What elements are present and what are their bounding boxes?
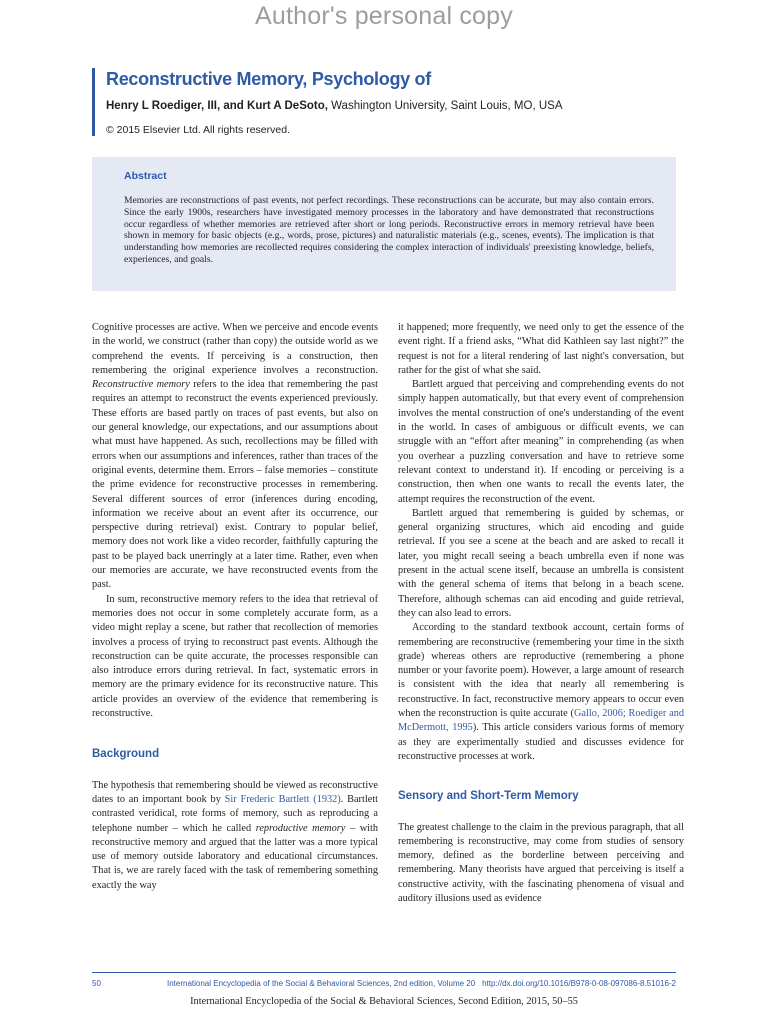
doi-link[interactable]: http://dx.doi.org/10.1016/B978-0-08-097086-8.51016-2 bbox=[482, 979, 676, 988]
bg-text-b: . Bartlett contrasted veridical, rote forms of memory, such as reproducing a telephone number – which he called bbox=[92, 793, 378, 834]
r4-text-b: ). This article considers various forms of memory as they are experimentally studied and discusses evidence for reconstructive processes at work. bbox=[398, 722, 684, 762]
right-paragraph-3: Bartlett argued that remembering is guided by schemas, or general organizing structures, which aid encoding and guide retrieval. If you see a scene at the beach and are asked to recall it later, you might recall seeing a beach umbrella even if none was present in the actual scene itself, because an umbrella is consistent with the general schema of items that belong in a beach scene. Therefore, although schemas can aid encoding and guide retrieval, they can also lead to errors. bbox=[398, 507, 684, 619]
article-title: Reconstructive Memory, Psychology of bbox=[106, 69, 431, 89]
background-heading: Background bbox=[92, 748, 160, 761]
intro-paragraph-2: In sum, reconstructive memory refers to the idea that retrieval of memories does not occur in some completely accurate form, as a video might replay a scene, but rather that recollection of memories involves a process of trying to reconstruct past events. Although the reconstruction can be quite accurate, the processes responsible can also introduce errors during retrieval. In fact, systematic errors in memory are the primary evidence for its reconstructive nature. This article provides an overview of the evidence that remembering is reconstructive. bbox=[92, 593, 378, 720]
author-names: Henry L Roediger, III, and Kurt A DeSoto, bbox=[106, 100, 328, 112]
bartlett-citation-link[interactable]: Sir Frederic Bartlett (1932) bbox=[224, 793, 341, 805]
right-paragraph-1: it happened; more frequently, we need only to get the essence of the event right. If a friend asks, “What did Kathleen say last night?” the request is not for a literal rendering of last night's conversation, but rather for the gist of what she said. bbox=[398, 322, 684, 376]
right-column bbox=[398, 321, 684, 906]
source-reference: International Encyclopedia of the Social & Behavioral Sciences, 2nd edition, Volume 20 bbox=[167, 979, 476, 988]
author-line bbox=[106, 98, 706, 114]
intro-text-b: refers to the idea that remembering the past requires an attempt to reconstruct the events experienced previously. These efforts are based partly on traces of past events, but also on our general knowledge, our expectations, and our assumptions about what must have happened. As such, recollections may be filled with errors when our assumptions and inferences, rather than traces of the original events, determine them. Errors – false memories – constitute the prime evidence for reconstructive processes in remembering. Several different sources of error (inferences during encoding, information we receive about an event after its occurrence, our perspective during retrieval) exist. Contrary to popular belief, memory does not work like a video recorder, faithfully capturing the past to be played back unerringly at a later time. Rather, even when our memories are accurate, we have reconstructed events from the past. bbox=[92, 379, 378, 591]
footer-divider bbox=[92, 972, 676, 973]
intro-emphasis: Reconstructive memory bbox=[92, 379, 190, 391]
sensory-paragraph-1: The greatest challenge to the claim in the previous paragraph, that all remembering is reconstructive, may come from studies of sensory memory, defined as the borderline between perceiving and remembering. Many theorists have argued that perceiving is itself a constructive activity, with the fascinating phenomena of visual and auditory illusions used as evidence bbox=[398, 821, 684, 904]
right-paragraph-2: Bartlett argued that perceiving and comprehending events do not simply happen automatically, but that every event of comprehension involves the mental construction of one's understanding of the event in the world. In cases of ambiguous or difficult events, we can struggle with an “effort after meaning” in comprehending (as when you overhear a puzzling conversation and have to retrieve some relevant context to understand it). If encoding or perceiving is a construction, then when one wants to recall the events later, the attempt requires the reconstruction of the event. bbox=[398, 379, 684, 505]
copyright-notice: © 2015 Elsevier Ltd. All rights reserved. bbox=[106, 124, 290, 136]
bg-text-a: The hypothesis that remembering should be viewed as reconstructive dates to an important book by bbox=[92, 779, 378, 805]
citation-line: International Encyclopedia of the Social & Behavioral Sciences, Second Edition, 2015, 50–55 bbox=[190, 996, 578, 1007]
abstract-text: Memories are reconstructions of past events, not perfect recordings. These reconstructions can be accurate, but may also contain errors. Since the early 1900s, researchers have investigated memory processes in the laboratory and have demonstrated that reconstructions occur regardless of whether memories are retrieved after short or long periods. Reconstructive errors in memory retrieval have been shown in memory for basic objects (e.g., words, prose, pictures) and naturalistic materials (e.g., scenes, events). The implication is that understanding how memories are recollected requires considering the complex interaction of individuals' preexisting knowledge, beliefs, experiences, and goals. bbox=[124, 195, 654, 265]
bg-emphasis: reproductive memory bbox=[255, 822, 346, 834]
r4-text-a: According to the standard textbook account, certain forms of remembering are reconstructive (remembering your time in the sixth grade) whereas others are reproductive (remembering a phone number or your favorite poem). However, a large amount of research is consistent with the idea that nearly all remembering is reconstructive. In fact, reconstructive memory appears to occur even when the reconstruction is quite accurate ( bbox=[398, 622, 684, 720]
intro-text-a: Cognitive processes are active. When we perceive and encode events in the world, we construct (rather than copy) the outside world as we comprehend the events. If perceiving is a construction, then remembering the original experience involves a reconstruction. bbox=[92, 322, 378, 376]
right-paragraph-4 bbox=[398, 621, 684, 764]
abstract-heading: Abstract bbox=[124, 170, 167, 182]
affiliation: Washington University, Saint Louis, MO, USA bbox=[327, 100, 563, 112]
title-block bbox=[92, 68, 706, 136]
background-paragraph-1 bbox=[92, 779, 378, 893]
intro-paragraph-1 bbox=[92, 321, 378, 593]
watermark: Author's personal copy bbox=[255, 2, 513, 30]
sensory-heading: Sensory and Short-Term Memory bbox=[398, 790, 579, 803]
page-number: 50 bbox=[92, 979, 101, 988]
bg-text-c: – with reconstructive memory and argued that the latter was a more typical use of memory outside laboratory and educational circumstances. That is, we are rarely faced with the task of remembering something exactly the way bbox=[92, 822, 379, 891]
abstract-box bbox=[92, 157, 676, 291]
left-column bbox=[92, 321, 378, 893]
gallo-citation-link[interactable]: Gallo, 2006; Roediger and McDermott, 1995 bbox=[398, 708, 684, 734]
